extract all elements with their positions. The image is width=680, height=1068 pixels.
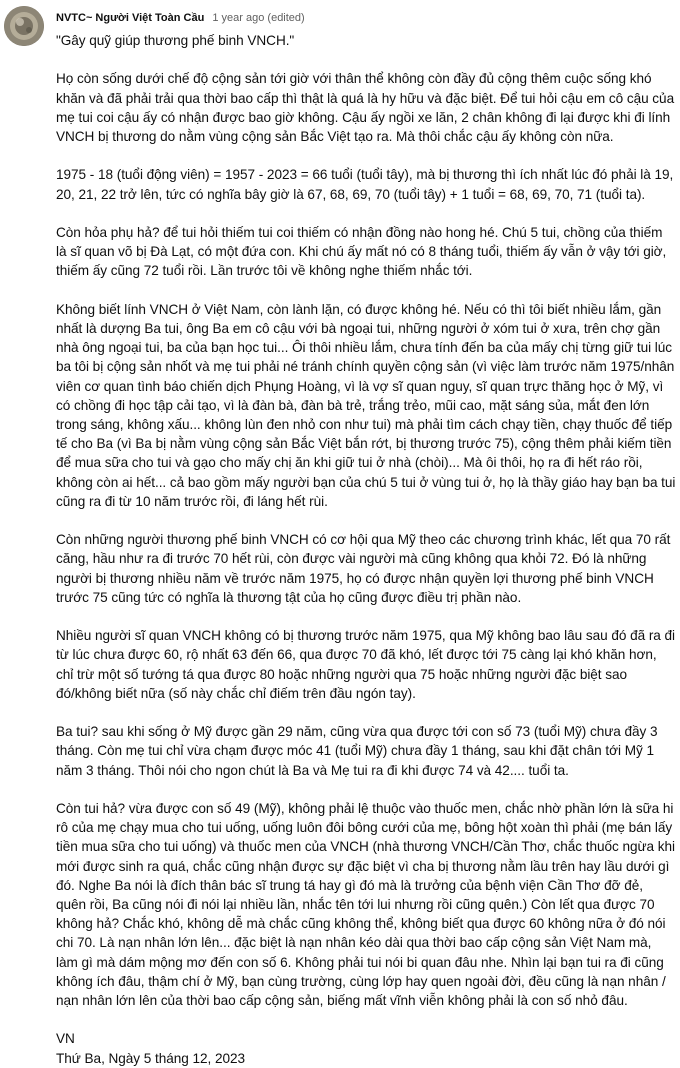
comment-paragraph: 1975 - 18 (tuổi động viên) = 1957 - 2023 = 66 tuổi (tuổi tây), mà bị thương thì ích nhất lúc đó phải là 19, 20, 21, 22 trở lên, tức có nghĩa bây giờ là 67, 68, 69, 70 (tuổi tây) + 1 tuổi = 68, 69, 70, 71 (tuổi ta).	[56, 167, 674, 202]
comment-paragraph: "Gây quỹ giúp thương phế binh VNCH."	[56, 33, 295, 48]
comment-paragraph: Không biết lính VNCH ở Việt Nam, còn lành lặn, có được không hé. Nếu có thì tôi biết nhiều lắm, gần nhất là dượng Ba tui, ông Ba em cô cậu với bà ngoại tui, những người ở xóm tui ở xưa, trên chợ gần nhà ông ngoại tui, ba của bạn học tui... Ôi thôi nhiều lắm, chưa tính đến ba của mấy chị từng giữ tui lúc ba tôi bị cộng sản nhốt và mẹ tui phải né tránh chính quyền cộng sản (vì việc làm trước năm 1975/nhân viên cơ quan tình báo chiến dịch Phụng Hoàng, vì là vợ sĩ quan nguy, sĩ quan trực thăng học ở Mỹ, vì có chồng đi học tập cải tạo, vì là đàn bà, đàn bà trẻ, trắng trẻo, mũi cao, mặt sáng sủa, mắt đen lớn trong sáng, không xấu... không lùn đen nhỏ con như tui) mà phải tìm cách chạy tiền, chạy thuốc để tiếp tế cho Ba (vì Ba bị nằm vùng cộng sản Bắc Việt bắn rớt, bị thương trước 75), cộng thêm phải kiếm tiền để mua sữa cho tui và gạo cho mấy chị ăn khi giữ tui ở nhà (chòi)... Mà ôi thôi, họ ra đi hết ráo rồi, không còn ai hết... cả bao gồm mấy người bạn của chú 5 tui ở vùng tui ở, họ là thầy giáo hay bạn ba tui cũng ra đi từ 10 năm trước rồi, đi láng hết rùi.	[56, 301, 676, 509]
comment-paragraph: Họ còn sống dưới chế độ cộng sản tới giờ với thân thể không còn đầy đủ cộng thêm cuộc sống khó khăn và đã phải trải qua thời bao cấp thì thật là quá là hy hữu và đặc biệt. Để tui hỏi cậu em cô cậu của mẹ tui coi cậu ấy có nhận được bao giờ không. Cậu ấy ngồi xe lăn, 2 chân không đi lại được khi đi lính VNCH bị thương do nằm vùng cộng sản Bắc Việt tạo ra. Mà thôi chắc cậu ấy không còn nữa.	[56, 71, 675, 144]
comment-paragraph: Còn tui hả? vừa được con số 49 (Mỹ), không phải lệ thuộc vào thuốc men, chắc nhờ phần lớn là sữa hi rô của mẹ chạy mua cho tui uống, uống luôn đôi bông cưới của mẹ, bông hột xoàn thì phải (mẹ bán lấy tiền mua sữa cho tui uống) và thuốc men của VNCH (nhà thương VNCH/Cần Thơ, chắc thuốc ngừa khi mới được sinh ra quá, chắc cũng nhận được sự đặc biệt vì cha bị thương nằm lầu trên hay lầu dưới gì đó. Nghe Ba nói là đích thân bác sĩ trung tá hay gì đó mà là trưởng của bệnh viện Cần Thơ đỡ đẻ, quên rồi, Ba cũng nói đi nói lại nhiều lần, nhắc tên tới lui nhưng rồi cũng quên.) Còn lết qua được 70 không hả? Chắc khó, không dễ mà chắc cũng không thể, không biết qua được 60 không nữa ở đó nói chi 70. Là nạn nhân lớn lên... đặc biệt là nạn nhân kéo dài qua thời bao cấp cộng sản Việt Nam mà, làm gì mà dám mộng mơ đến con số 6. Không phải tui nói bi quan đâu nhe. Nhìn lại bạn tui ra đi cũng không ích đâu, thậm chí ở Mỹ, bạn cùng trường, cùng lớp hay quen ngoài đời, đều cũng là nạn nhân / nạn nhân lớn lên của thời bao cấp cộng sản, biếng mất vĩnh viễn không phải là con số nhỏ đâu.	[56, 801, 675, 1009]
comment-body	[56, 31, 676, 1068]
comment-paragraph: Còn những người thương phế binh VNCH có cơ hội qua Mỹ theo các chương trình khác, lết qua 70 rất căng, hầu như ra đi trước 70 hết rùi, còn được vài người mà cũng không qua khỏi 72. Đó là những người bị thương nhiều năm về trước năm 1975, họ có được nhận quyền lợi thương phế binh VNCH trước 75 cũng tức có nghĩa là thương tật của họ cũng được điều trị phần nào.	[56, 532, 671, 605]
comment-date-line: Thứ Ba, Ngày 5 tháng 12, 2023	[56, 1050, 246, 1066]
comment-signature: VN	[56, 1031, 75, 1047]
comment-paragraph: Ba tui? sau khi sống ở Mỹ được gần 29 năm, cũng vừa qua được tới con số 73 (tuổi Mỹ) chưa đầy 3 tháng. Còn mẹ tui chỉ vừa chạm được móc 41 (tuổi Mỹ) chưa đầy 1 tháng, sau khi đặt chân tới Mỹ 1 năm 3 tháng. Thôi nói cho ngon chút là Ba và Mẹ tui ra đi khi được 74 và 42.... tuổi ta.	[56, 724, 658, 778]
avatar-image-icon	[4, 6, 44, 46]
avatar[interactable]	[4, 6, 44, 46]
comment-header	[56, 10, 305, 26]
comment-paragraph: Nhiều người sĩ quan VNCH không có bị thương trước năm 1975, qua Mỹ không bao lâu sau đó đã ra đi từ lúc chưa được 60, rộ nhất 63 đến 66, qua được 70 đã khó, lết được tới 75 càng lại khó khăn hơn, chỉ trừ một số tướng tá qua được 80 hoặc những người qua 75 hoặc những người đặc biệt sao đó/không biết nữa (số này chắc chỉ điếm trên đầu ngón tay).	[56, 628, 676, 701]
comment-author[interactable]: NVTC~ Người Việt Toàn Cầu	[56, 12, 205, 24]
comment-timestamp[interactable]: 1 year ago (edited)	[212, 12, 305, 24]
comment-paragraph: Còn hỏa phụ hả? để tui hỏi thiếm tui coi thiếm có nhận đồng nào hong hé. Chú 5 tui, chồng của thiếm là sĩ quan võ bị Đà Lạt, có một đứa con. Khi chú ấy mất nó có 8 tháng tuổi, thiếm ấy vẫn ở vậy tới giờ, thiếm ấy cũng 72 tuổi rồi. Lần trước tôi về không nghe thiếm nhắc tới.	[56, 224, 667, 279]
